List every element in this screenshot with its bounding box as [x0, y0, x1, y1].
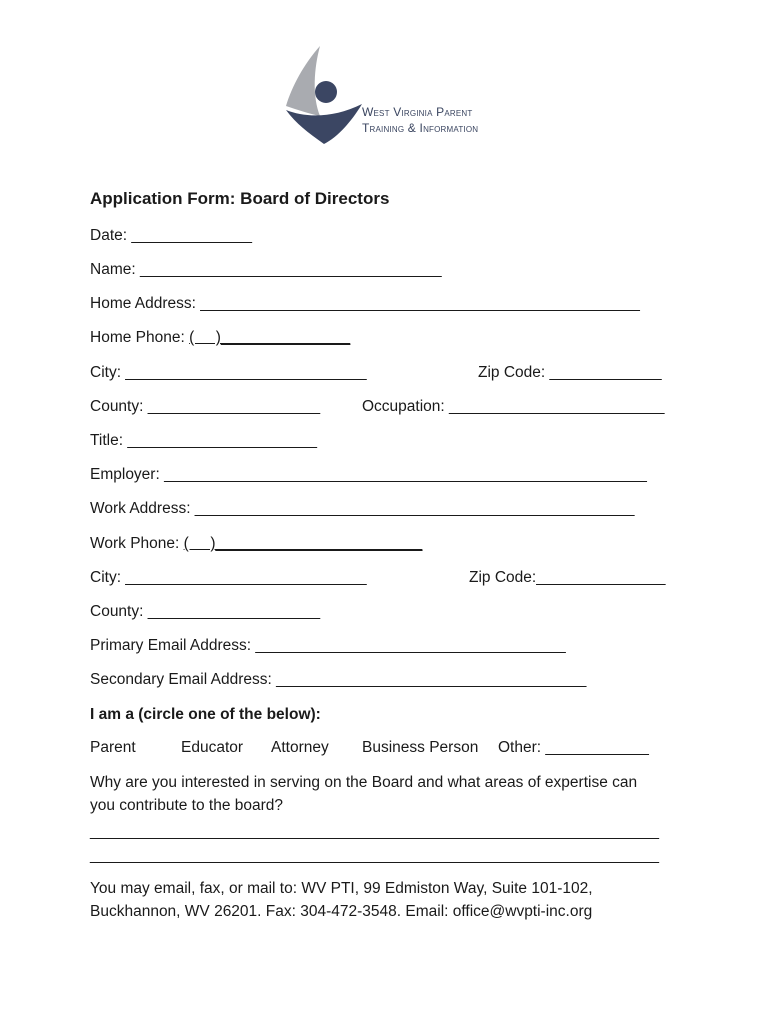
interest-question-line-1: Why are you interested in serving on the Board and what areas of expertise can [90, 774, 638, 791]
logo-line-1: West Virginia Parent [362, 105, 473, 119]
work-phone-field[interactable] [90, 534, 422, 554]
role-option-attorney[interactable]: Attorney [271, 739, 329, 756]
occupation-field[interactable]: Occupation: _________________________ [362, 398, 665, 415]
home-address-field[interactable]: Home Address: ___________________________________________________ [90, 295, 640, 312]
logo-wordmark [362, 104, 478, 136]
contact-info-line-1: You may email, fax, or mail to: WV PTI, 99 Edmiston Way, Suite 101-102, [90, 880, 593, 897]
work-city-field[interactable]: City: ____________________________ [90, 569, 367, 586]
role-option-business-person[interactable]: Business Person [362, 739, 479, 756]
home-phone-field[interactable] [90, 328, 350, 348]
logo-figure-icon [284, 44, 364, 148]
organization-logo [284, 44, 494, 148]
home-phone-blank[interactable]: ( )_______________ [189, 329, 351, 346]
answer-line-2[interactable]: __________________________________________________________________ [90, 847, 659, 864]
interest-question-line-2: you contribute to the board? [90, 797, 284, 814]
name-field[interactable]: Name: ___________________________________ [90, 261, 442, 278]
city-field[interactable]: City: ____________________________ [90, 364, 367, 381]
work-zip-code-field[interactable]: Zip Code:_______________ [469, 569, 666, 586]
date-field[interactable]: Date: ______________ [90, 227, 253, 244]
primary-email-field[interactable]: Primary Email Address: ____________________________________ [90, 637, 566, 654]
answer-line-1[interactable]: __________________________________________________________________ [90, 823, 659, 840]
zip-code-field[interactable]: Zip Code: _____________ [478, 364, 662, 381]
role-option-parent[interactable]: Parent [90, 739, 136, 756]
role-option-other[interactable]: Other: ____________ [498, 739, 649, 756]
logo-line-2: Training & Information [362, 121, 479, 135]
work-phone-label: Work Phone: [90, 535, 184, 552]
work-phone-blank[interactable]: ( )________________________ [183, 535, 423, 552]
work-address-field[interactable]: Work Address: ___________________________________________________ [90, 500, 635, 517]
role-prompt: I am a (circle one of the below): [90, 706, 321, 723]
employer-field[interactable]: Employer: ________________________________________________________ [90, 466, 647, 483]
role-option-educator[interactable]: Educator [181, 739, 244, 756]
title-field[interactable]: Title: ______________________ [90, 432, 317, 449]
work-county-field[interactable]: County: ____________________ [90, 603, 321, 620]
home-phone-label: Home Phone: [90, 329, 190, 346]
form-title: Application Form: Board of Directors [90, 189, 390, 208]
secondary-email-field[interactable]: Secondary Email Address: ____________________________________ [90, 671, 587, 688]
county-field[interactable]: County: ____________________ [90, 398, 321, 415]
contact-info-line-2: Buckhannon, WV 26201. Fax: 304-472-3548. Email: office@wvpti-inc.org [90, 903, 593, 920]
